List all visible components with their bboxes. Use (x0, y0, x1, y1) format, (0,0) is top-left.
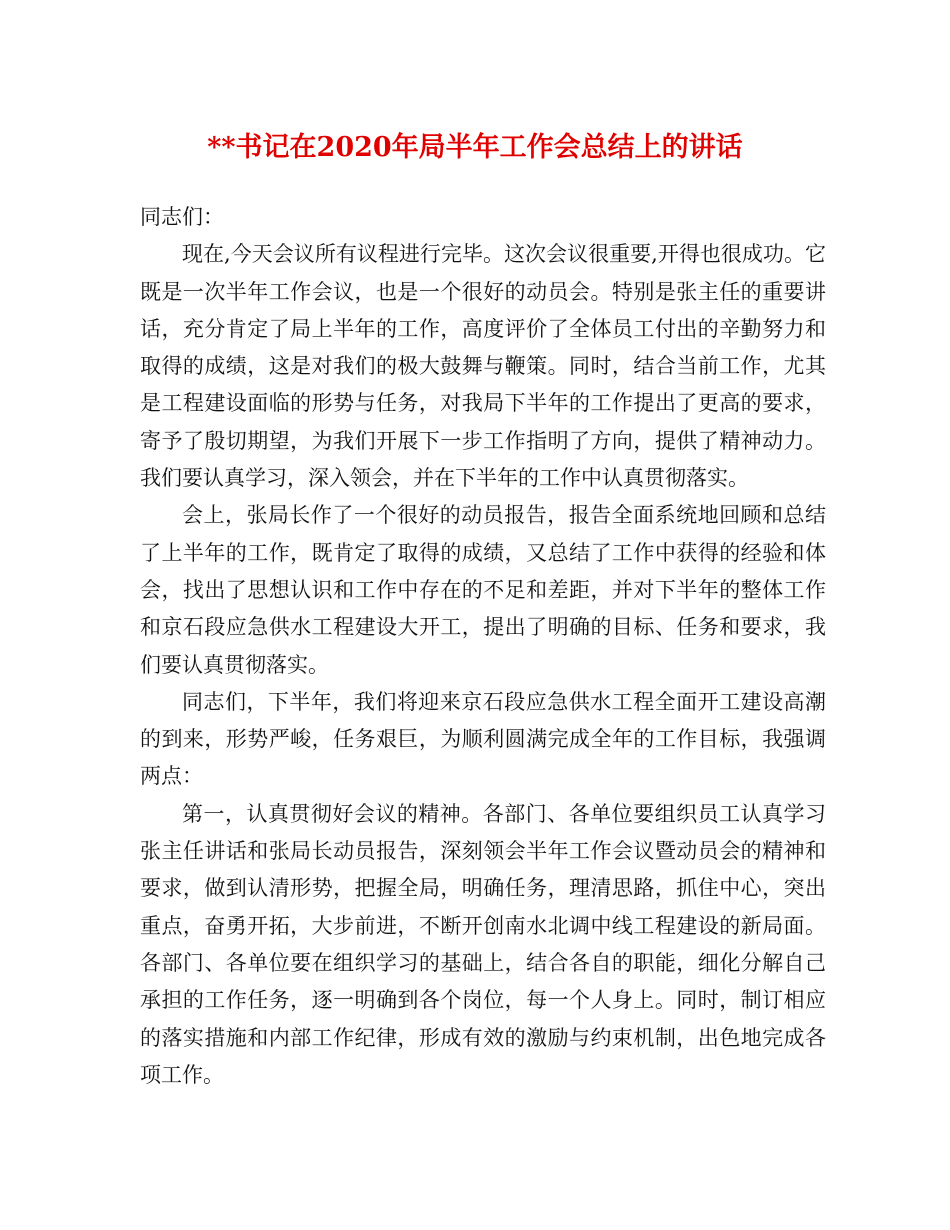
document-body (140, 199, 826, 1094)
document-title: **书记在2020年局半年工作会总结上的讲话 (207, 132, 743, 163)
paragraph-4: 第一，认真贯彻好会议的精神。各部门、各单位要组织员工认真学习张主任讲话和张局长动员报告，深刻领会半年工作会议暨动员会的精神和要求，做到认清形势，把握全局，明确任务，理清思路，抓住中心，突出重点，奋勇开拓，大步前进，不断开创南水北调中线工程建设的新局面。各部门、各单位要在组织学习的基础上，结合各自的职能，细化分解自己承担的工作任务，逐一明确到各个岗位，每一个人身上。同时，制订相应的落实措施和内部工作纪律，形成有效的激励与约束机制，出色地完成各项工作。 (140, 801, 826, 1087)
paragraph-3: 同志们，下半年，我们将迎来京石段应急供水工程全面开工建设高潮的到来，形势严峻，任务艰巨，为顺利圆满完成全年的工作目标，我强调两点： (140, 689, 826, 789)
paragraph-2: 会上，张局长作了一个很好的动员报告，报告全面系统地回顾和总结了上半年的工作，既肯定了取得的成绩，又总结了工作中获得的经验和体会，找出了思想认识和工作中存在的不足和差距，并对下半年的整体工作和京石段应急供水工程建设大开工，提出了明确的目标、任务和要求，我们要认真贯彻落实。 (140, 503, 826, 677)
salutation: 同志们： (140, 205, 224, 229)
paragraph-1: 现在,今天会议所有议程进行完毕。这次会议很重要,开得也很成功。它既是一次半年工作会议，也是一个很好的动员会。特别是张主任的重要讲话，充分肯定了局上半年的工作，高度评价了全体员工付出的辛勤努力和取得的成绩，这是对我们的极大鼓舞与鞭策。同时，结合当前工作，尤其是工程建设面临的形势与任务，对我局下半年的工作提出了更高的要求，寄予了殷切期望，为我们开展下一步工作指明了方向，提供了精神动力。我们要认真学习，深入领会，并在下半年的工作中认真贯彻落实。 (140, 242, 826, 491)
